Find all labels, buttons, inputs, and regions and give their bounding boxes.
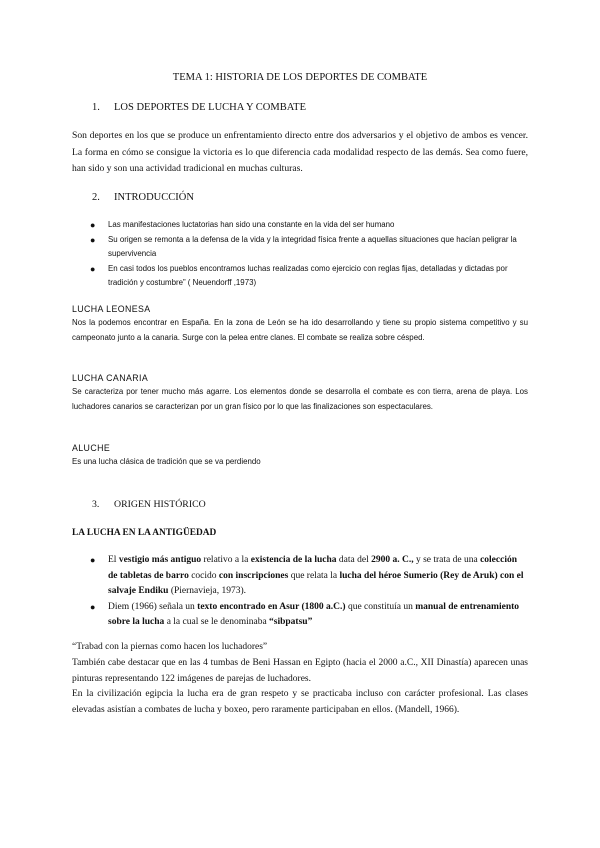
lucha-leonesa-text: Nos la podemos encontrar en España. En la zona de León se ha ido desarrollando y tiene su propio sistema competitivo y su campeonato junto a la canaria. Surge con la pelea entre clanes. El combate se realiza sobre césped. bbox=[72, 318, 528, 342]
list-item: ● Su origen se remonta a la defensa de la vida y la integridad física frente a aquellas situaciones que hacían peligrar la supervivencia bbox=[90, 234, 517, 259]
list-item: ● Las manifestaciones luctatorias han sido una constante en la vida del ser humano bbox=[108, 218, 528, 233]
subheading-lucha-canaria: LUCHA CANARIA bbox=[72, 373, 149, 383]
subheading-antiguedad: LA LUCHA EN LA ANTIGÜEDAD bbox=[72, 528, 217, 538]
quote: “Trabad con la piernas como hacen los luchadores” bbox=[72, 642, 268, 652]
lucha-canaria-text: Se caracteriza por tener mucho más agarre. Los elementos donde se desarrolla el combate es con tierra, arena de playa. Los luchadores canarios se caracterizan por un gran físico por lo que las finalizaciones son espectaculares. bbox=[72, 387, 528, 411]
list-item: ● El vestigio más antiguo relativo a la existencia de la lucha data del 2900 a. C., y se trata de una colección de tabletas de barro cocido con inscripciones que relata la lucha del héroe Sumerio (Rey de Aruk) con el salvaje Endiku (Piernavieja, 1973). bbox=[90, 555, 524, 596]
section-heading-3 bbox=[92, 499, 206, 510]
bullet-icon: ● bbox=[90, 555, 96, 565]
section-1-paragraph: Son deportes en los que se produce un enfrentamiento directo entre dos adversarios y el objetivo de ambos es vencer. La forma en cómo se consigue la victoria es lo que diferencia cada modalidad respecto de las demás. Sea como fuere, han sido y son una actividad tradicional en muchas culturas. bbox=[72, 130, 528, 175]
bullet-icon: ● bbox=[90, 234, 96, 245]
egypt-paragraph: En la civilización egipcia la lucha era de gran respeto y se practicaba incluso con carácter profesional. Las clases elevadas asistían a combates de lucha y boxeo, pero raramente participaban en ellos. (Mandell, 1966). bbox=[72, 689, 528, 715]
bullet-icon: ● bbox=[90, 220, 96, 230]
intro-bullet-list bbox=[90, 218, 528, 291]
list-item: ● Diem (1966) señala un texto encontrado en Asur (1800 a.C.) que constituía un manual de entrenamiento sobre la lucha a la cual se le denominaba “sibpatsu” bbox=[90, 601, 520, 627]
section-heading-2 bbox=[92, 192, 194, 203]
section-heading-1 bbox=[92, 102, 306, 113]
section-number: 2. bbox=[92, 192, 100, 203]
section-title: LOS DEPORTES DE LUCHA Y COMBATE bbox=[114, 102, 306, 113]
antiguedad-bullet-list bbox=[90, 553, 528, 631]
section-number: 1. bbox=[92, 102, 100, 113]
bullet-icon: ● bbox=[90, 601, 96, 612]
page-title: TEMA 1: HISTORIA DE LOS DEPORTES DE COMBATE bbox=[172, 72, 428, 83]
aluche-text: Es una lucha clásica de tradición que se va perdiendo bbox=[72, 457, 261, 466]
section-title: INTRODUCCIÓN bbox=[114, 192, 194, 203]
beni-hassan-paragraph: También cabe destacar que en las 4 tumbas de Beni Hassan en Egipto (hacia el 2000 a.C., XII Dinastía) aparecen unas pinturas representando 122 imágenes de parejas de luchadores. bbox=[72, 658, 528, 684]
subheading-aluche: ALUCHE bbox=[72, 443, 111, 453]
section-title: ORIGEN HISTÓRICO bbox=[114, 499, 206, 510]
subheading-lucha-leonesa: LUCHA LEONESA bbox=[72, 304, 151, 314]
list-item: ● En casi todos los pueblos encontramos luchas realizadas como ejercicio con reglas fijas, detalladas y dictadas por tradición y costumbre” ( Neuendorff ,1973) bbox=[90, 263, 508, 288]
bullet-icon: ● bbox=[90, 263, 96, 274]
section-number: 3. bbox=[92, 499, 100, 510]
